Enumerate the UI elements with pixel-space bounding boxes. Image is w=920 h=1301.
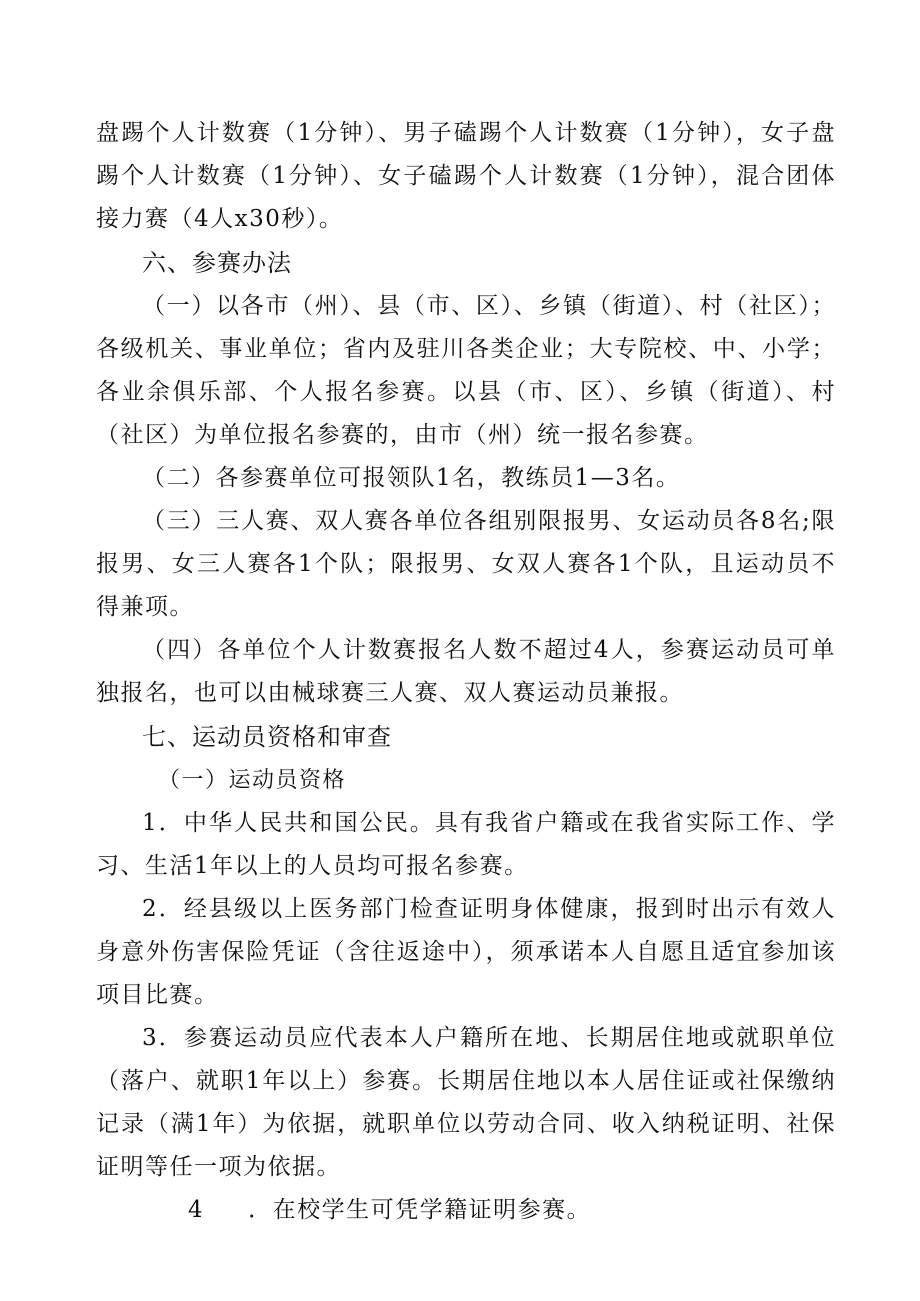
paragraph-eligibility-3: 3．参赛运动员应代表本人户籍所在地、长期居住地或就职单位（落户、就职1年以上）参赛。长期居住地以本人居住证或社保缴纳记录（满1年）为依据，就职单位以劳动合同、收入纳税证明、社保证明等任一项为依据。 — [96, 1025, 836, 1180]
paragraph-eligibility-2: 2．经县级以上医务部门检查证明身体健康，报到时出示有效人身意外伤害保险凭证（含往返途中），须承诺本人自愿且适宜参加该项目比赛。 — [96, 896, 836, 1008]
document-page — [96, 112, 836, 1232]
paragraph-participation-3: （三）三人赛、双人赛各单位各组别限报男、女运动员各8名;限报男、女三人赛各1个队；限报男、女双人赛各1个队，且运动员不得兼项。 — [96, 508, 836, 620]
paragraph-events-continued: 盘踢个人计数赛（1分钟）、男子磕踢个人计数赛（1分钟），女子盘踢个人计数赛（1分钟）、女子磕踢个人计数赛（1分钟），混合团体接力赛（4人x30秒）。 — [96, 120, 836, 232]
item-number: 4 — [188, 1197, 205, 1223]
paragraph-participation-1: （一）以各市（州）、县（市、区）、乡镇（街道）、村（社区）；各级机关、事业单位；省内及驻川各类企业；大专院校、中、小学；各业余俱乐部、个人报名参赛。以县（市、区）、乡镇（街道）、村（社区）为单位报名参赛的，由市（州）统一报名参赛。 — [96, 293, 836, 448]
section-heading-athlete-eligibility: 七、运动员资格和审查 — [142, 723, 392, 751]
paragraph-eligibility-4 — [96, 1189, 836, 1232]
subheading-athlete-qualification: （一）运动员资格 — [158, 768, 347, 793]
paragraph-eligibility-1: 1．中华人民共和国公民。具有我省户籍或在我省实际工作、学习、生活1年以上的人员均可报名参赛。 — [96, 810, 836, 879]
paragraph-participation-2: （二）各参赛单位可报领队1名，教练员1—3名。 — [142, 465, 681, 491]
paragraph-participation-4: （四）各单位个人计数赛报名人数不超过4人，参赛运动员可单独报名，也可以由械球赛三人赛、双人赛运动员兼报。 — [96, 637, 836, 706]
section-heading-participation: 六、参赛办法 — [142, 249, 292, 277]
item-text: ．在校学生可凭学籍证明参赛。 — [248, 1197, 592, 1223]
